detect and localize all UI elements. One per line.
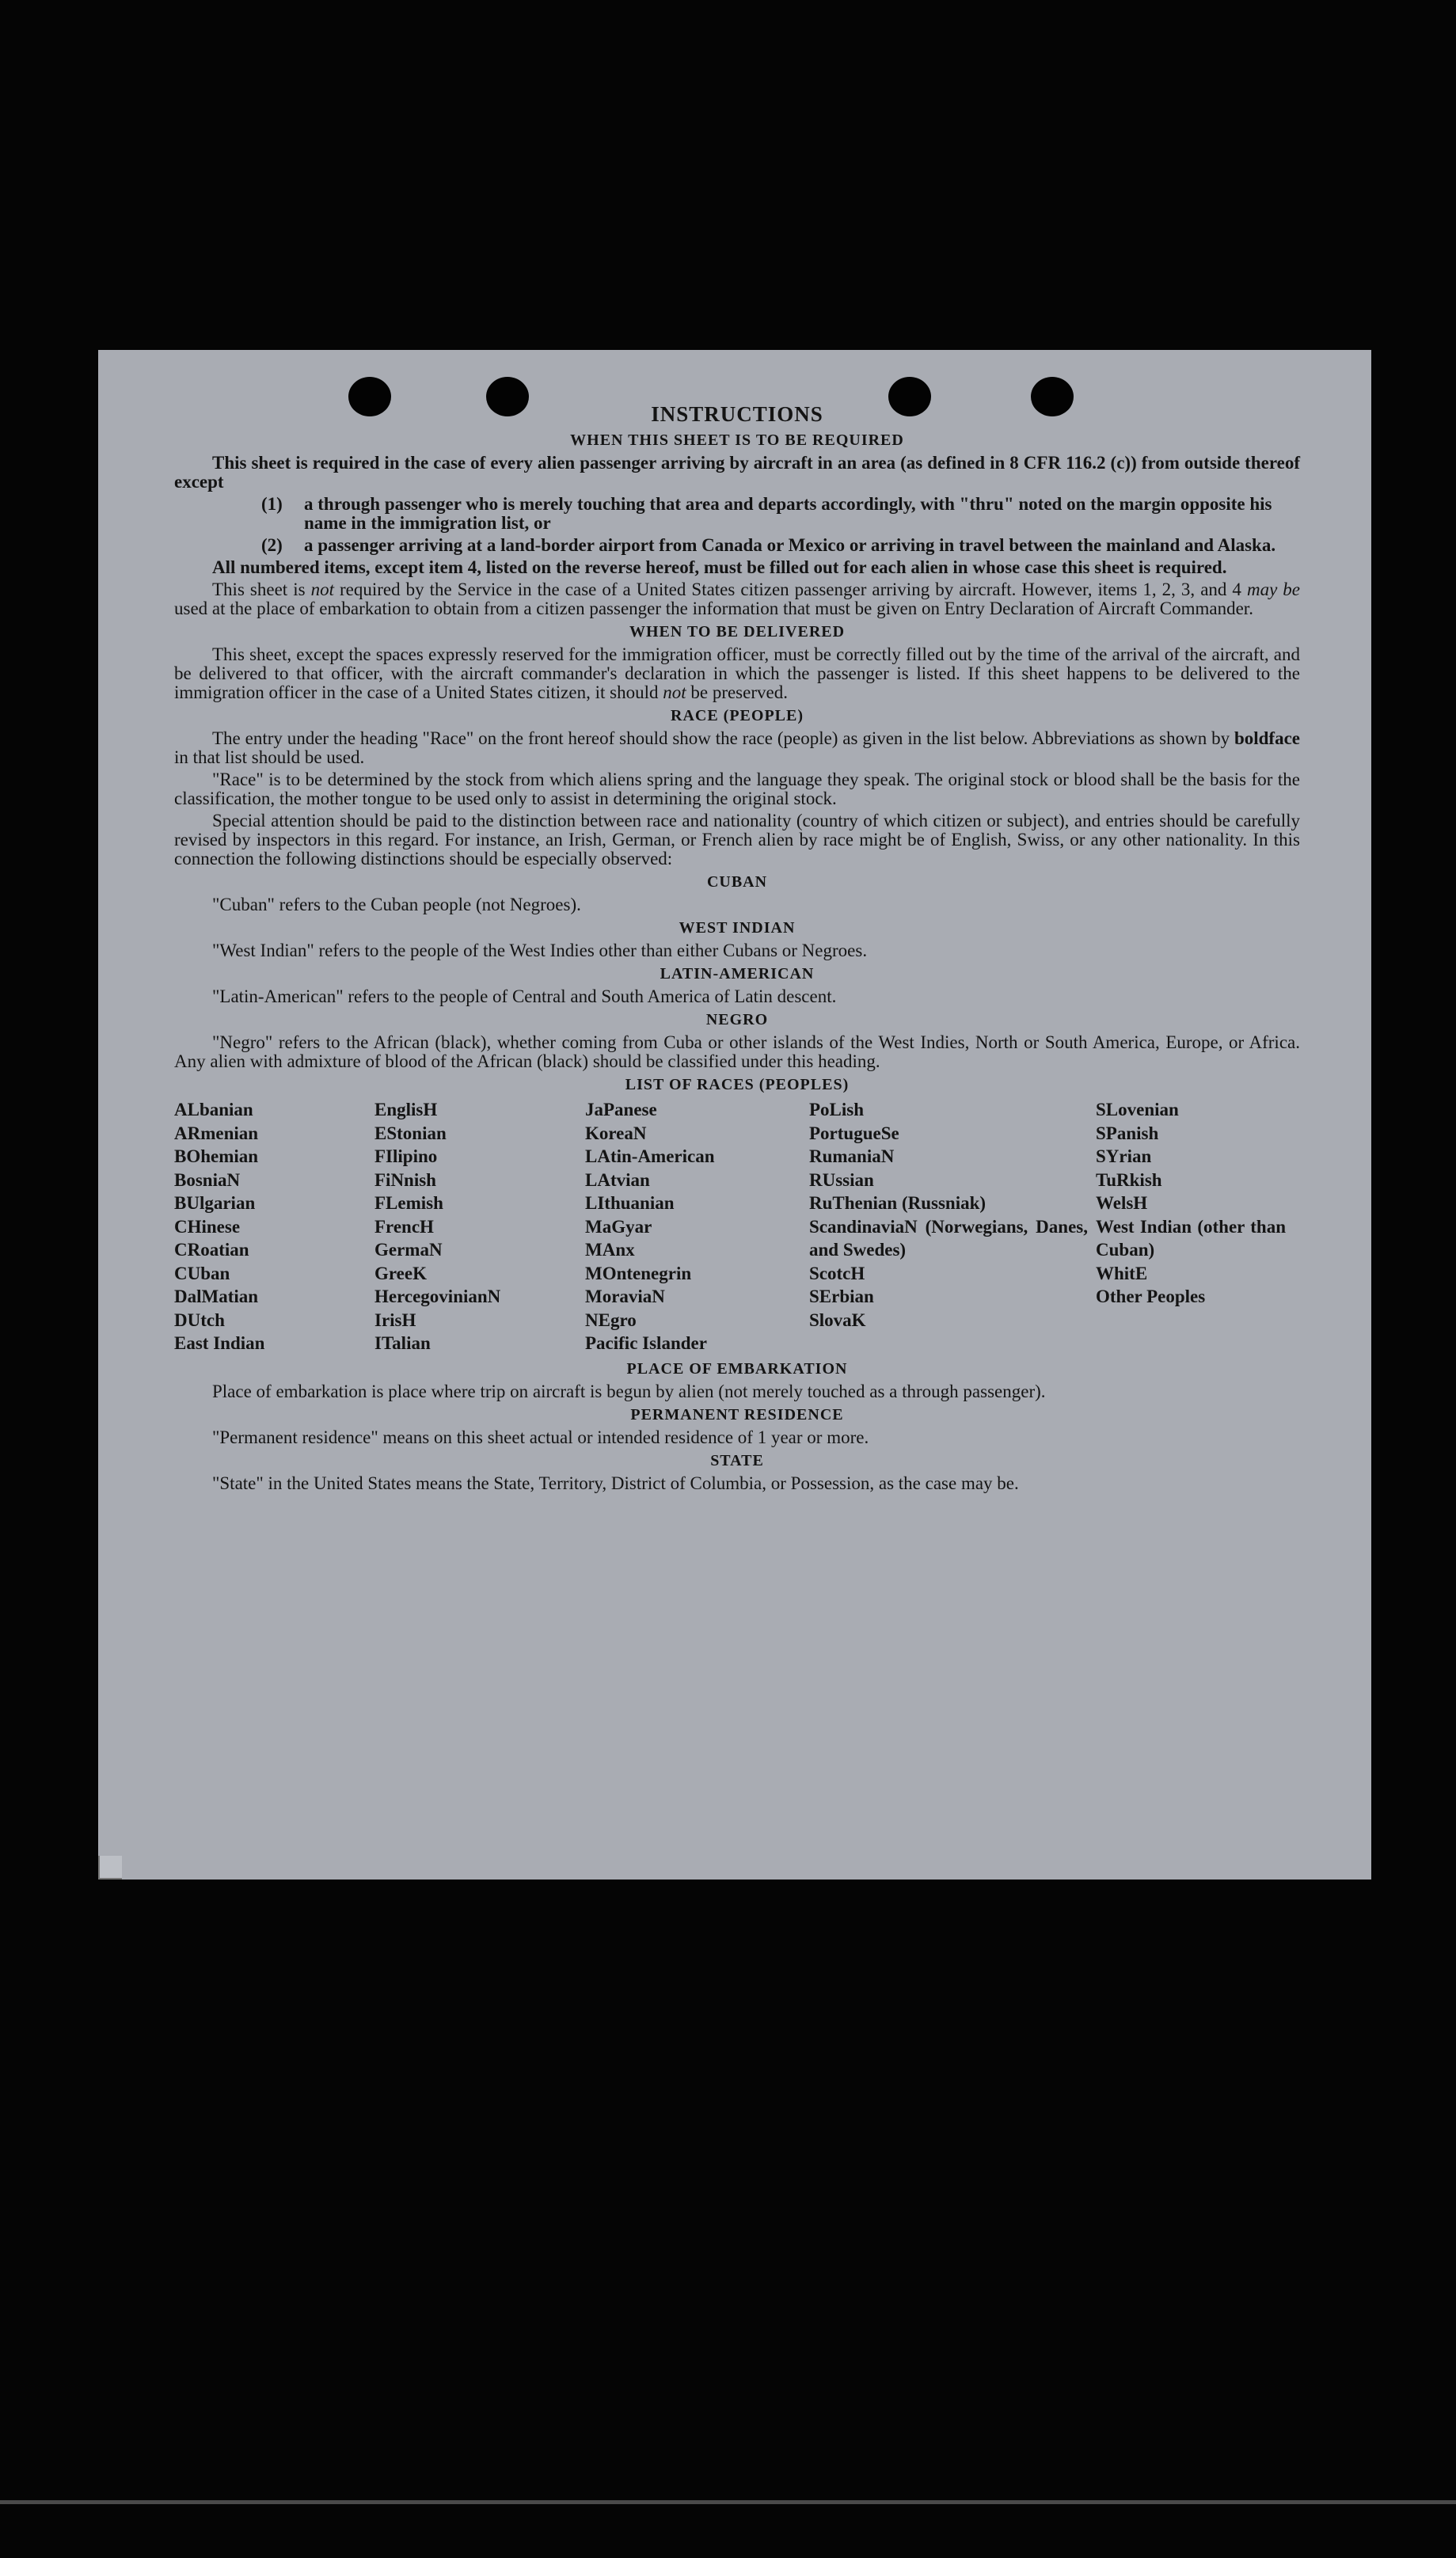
paragraph-negro: "Negro" refers to the African (black), whether coming from Cuba or other islands of the West Indies, North or South America, Europe, or Africa. Any alien with admixture of blood of the African (black) should be classified under this heading. [174,1032,1300,1071]
race-entry: CRoatian [174,1240,249,1260]
list-item [261,536,1300,555]
race-entry: FiNnish [374,1169,436,1190]
race-entry: ARmenian [174,1123,259,1143]
page-title: INSTRUCTIONS [651,402,823,426]
text-run-italic: may be [1246,580,1301,599]
race-entry: PortugueSe [809,1123,899,1143]
race-column [374,1098,585,1355]
race-entry: SlovaK [809,1309,866,1330]
section-heading-west-indian: WEST INDIAN [679,919,796,937]
race-entry: IrisH [374,1309,416,1330]
text-run: required by the Service in the case of a United States citizen passenger arriving by aircraft. However, items 1, 2, 3, and 4 [333,580,1247,599]
paragraph-latin-american: "Latin-American" refers to the people of Central and South America of Latin descent. [212,986,837,1006]
section-heading-latin-american: LATIN-AMERICAN [660,965,815,983]
race-entry: MOntenegrin [585,1263,692,1283]
item-number: (1) [261,494,283,514]
race-entry: WelsH [1096,1193,1148,1213]
instruction-sheet [98,350,1371,1880]
text-run-bold: boldface [1234,728,1300,748]
race-entry: BOhemian [174,1146,259,1166]
paragraph-numbered-items: All numbered items, except item 4, listed on the reverse hereof, must be filled out for each alien in whose case this sheet is required. [212,557,1227,577]
race-entry: Other Peoples [1096,1287,1206,1306]
race-entry: MoraviaN [585,1287,665,1306]
race-entry: RUssian [809,1169,874,1190]
race-entry: BUlgarian [174,1193,256,1213]
section-heading-state: STATE [710,1451,764,1469]
race-entry: GermaN [374,1240,443,1260]
scanner-edge-line [0,2500,1456,2504]
race-entry: MAnx [585,1240,635,1260]
paragraph-delivery [174,645,1300,702]
race-group [1096,1098,1294,1215]
race-column [809,1098,1096,1355]
race-entry: CHinese [174,1216,241,1237]
paragraph-race-entry [174,729,1300,767]
punch-hole [888,377,931,416]
race-entry: DUtch [174,1309,225,1330]
punch-hole [348,377,391,416]
race-column [585,1098,809,1355]
section-heading-embarkation: PLACE OF EMBARKATION [626,1359,848,1378]
section-heading-when-delivered: WHEN TO BE DELIVERED [629,623,846,640]
race-entry: WhitE [1096,1263,1148,1283]
race-column [1096,1098,1294,1355]
race-entry: RumaniaN [809,1146,895,1166]
punch-hole [1031,377,1074,416]
race-entry: ScandinaviaN (Norwegians, Danes, and Swedes) [809,1216,1088,1260]
race-entry: East Indian [174,1333,265,1353]
section-heading-cuban: CUBAN [706,873,768,891]
item-number: (2) [261,535,283,555]
text-run: This sheet is [212,580,311,599]
paragraph-state: "State" in the United States means the State, Territory, District of Columbia, or Possession, as the case may be. [212,1473,1019,1493]
text-run: This sheet, except the spaces expressly reserved for the immigration officer, must be correctly filled out by the time of the arrival of the aircraft, and be delivered to that officer, with the aircraft commander's declaration in which the passenger is listed. If this sheet happens to be delivered to the immigration officer in the case of a United States citizen, it should [174,644,1300,702]
race-entry: HercegovinianN [374,1287,501,1306]
race-entry: EStonian [374,1123,447,1143]
race-list [174,1098,1300,1355]
race-entry: West Indian (other than Cuban) [1096,1216,1286,1260]
race-entry: ITalian [374,1333,431,1353]
race-group [1096,1262,1294,1309]
race-entry: BosniaN [174,1169,241,1190]
section-heading-when-required: WHEN THIS SHEET IS TO BE REQUIRED [570,431,904,449]
folded-corner [98,1856,122,1880]
race-entry: SYrian [1096,1146,1152,1166]
race-entry: RuThenian (Russniak) [809,1193,987,1213]
text-run-italic: not [310,580,334,599]
section-heading-race: RACE (PEOPLE) [671,707,804,724]
race-entry: SPanish [1096,1123,1159,1143]
race-entry: LAtin-American [585,1146,715,1166]
race-entry: NEgro [585,1309,637,1330]
race-entry: GreeK [374,1263,427,1283]
race-entry: EnglisH [374,1100,438,1119]
race-entry: FLemish [374,1193,443,1213]
paragraph-west-indian: "West Indian" refers to the people of the West Indies other than either Cubans or Negroes. [212,941,868,960]
text-run: in that list should be used. [174,747,365,767]
race-entry: LIthuanian [585,1193,675,1213]
paragraph-citizen [174,580,1300,618]
section-heading-list-of-races: LIST OF RACES (PEOPLES) [625,1076,850,1093]
race-entry: SLovenian [1096,1100,1179,1119]
race-entry: TuRkish [1096,1169,1162,1190]
section-heading-negro: NEGRO [705,1011,769,1028]
exception-list [174,495,1300,555]
race-entry: JaPanese [585,1100,657,1119]
item-text: a through passenger who is merely touching that area and departs accordingly, with "thru" noted on the margin opposite his name in the immigration list, or [304,494,1272,533]
race-entry: ScotcH [809,1263,865,1283]
list-item [261,495,1300,533]
text-run: used at the place of embarkation to obtain from a citizen passenger the information that must be given on Entry Declaration of Aircraft Commander. [174,599,1253,618]
paragraph-embarkation: Place of embarkation is place where trip on aircraft is begun by alien (not merely touched as a through passenger). [212,1381,1046,1401]
race-entry: SErbian [809,1287,874,1306]
paragraph-race-nationality: Special attention should be paid to the distinction between race and nationality (country of which citizen or subject), and entries should be carefully revised by inspectors in this regard. For instance, an Irish, German, or French alien by race might be of English, Swiss, or any other nationality. In this connection the following distinctions should be especially observed: [174,811,1300,869]
item-text: a passenger arriving at a land-border airport from Canada or Mexico or arriving in travel between the mainland and Alaska. [304,535,1276,555]
race-entry: PoLish [809,1100,865,1119]
section-heading-permanent-residence: PERMANENT RESIDENCE [630,1405,844,1423]
text-run: be preserved. [686,682,788,702]
race-group [809,1098,1096,1215]
race-entry: KoreaN [585,1123,647,1143]
race-entry: LAtvian [585,1169,650,1190]
race-entry: ALbanian [174,1100,253,1119]
punch-hole [486,377,529,416]
paragraph-cuban: "Cuban" refers to the Cuban people (not Negroes). [212,895,581,914]
race-entry: FIlipino [374,1146,438,1166]
race-group [809,1262,1096,1332]
paragraph-intro: This sheet is required in the case of every alien passenger arriving by aircraft in an area (as defined in 8 CFR 116.2 (c)) from outside thereof except [174,453,1300,492]
text-run: The entry under the heading "Race" on the front hereof should show the race (people) as given in the list below. Abbreviations as shown by [212,728,1234,748]
paragraph-permanent-residence: "Permanent residence" means on this sheet actual or intended residence of 1 year or more. [212,1427,869,1447]
race-entry: FrencH [374,1216,434,1237]
race-entry: Pacific Islander [585,1333,707,1353]
race-entry: CUban [174,1263,230,1283]
paragraph-race-definition: "Race" is to be determined by the stock from which aliens spring and the language they speak. The original stock or blood shall be the basis for the classification, the mother tongue to be used only to assist in determining the original stock. [174,770,1300,808]
race-entry: MaGyar [585,1216,652,1237]
text-run-italic: not [663,682,686,702]
race-entry: DalMatian [174,1287,259,1306]
race-column [174,1098,374,1355]
